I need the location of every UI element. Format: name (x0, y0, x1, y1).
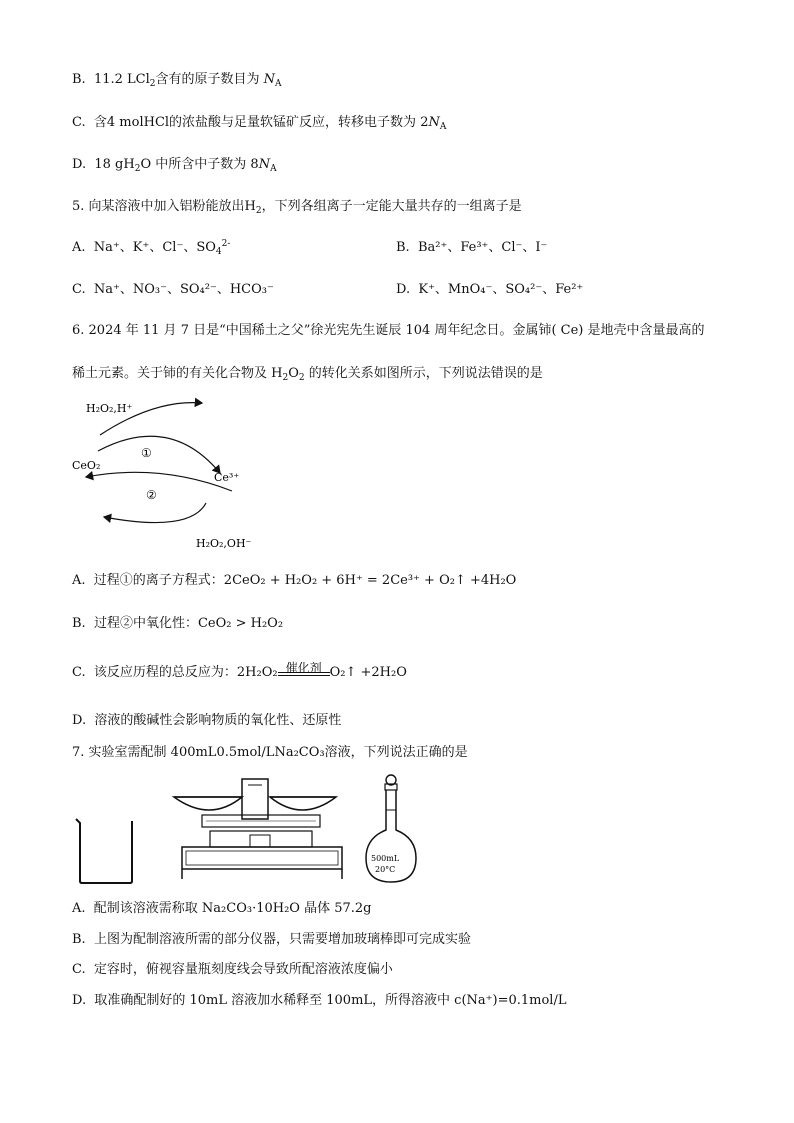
volumetric-flask-image (362, 772, 422, 887)
option-text: 含4 molHCl的浓盐酸与足量软锰矿反应，转移电子数为 (93, 115, 417, 130)
subscript: 2 (255, 206, 262, 216)
bottom-reagent-label: H₂O₂,OH⁻ (196, 537, 252, 550)
question-text: 5. 向某溶液中加入铝粉能放出H (72, 199, 256, 214)
q7-option-c (72, 960, 393, 980)
option-label: B. (72, 72, 86, 87)
q4-option-d (72, 155, 277, 175)
option-text: Ba²⁺、Fe³⁺、Cl⁻、I⁻ (417, 240, 548, 255)
option-label: B. (72, 932, 86, 947)
option-text: Na⁺、K⁺、Cl⁻、SO (93, 240, 216, 255)
option-text: 定容时，俯视容量瓶刻度线会导致所配溶液浓度偏小 (93, 962, 393, 977)
process-2-marker: ② (146, 488, 157, 502)
process-1-marker: ① (141, 446, 152, 460)
option-label: B. (72, 616, 86, 631)
subscript: 4 (215, 247, 222, 257)
option-text: Na⁺、NO₃⁻、SO₄²⁻、HCO₃⁻ (93, 282, 274, 297)
coefficient: 8 (250, 157, 259, 172)
process-2-arrow (86, 472, 232, 491)
option-text: O₂↑ +2H₂O (329, 665, 407, 680)
flask-temperature-label: 20°C (375, 865, 396, 874)
beaker-image (72, 815, 140, 887)
question-text: 的转化关系如图所示，下列说法错误的是 (304, 366, 543, 381)
avogadro-symbol: N (258, 157, 271, 172)
coefficient: 2 (420, 115, 429, 130)
option-label: D. (396, 282, 411, 297)
ceo2-label: CeO₂ (72, 459, 101, 472)
option-text: 过程①的离子方程式：2CeO₂ + H₂O₂ + 6H⁺ = 2Ce³⁺ + O₂↑ +4H₂O (93, 573, 517, 588)
option-text: 中所含中子数为 (155, 157, 247, 172)
option-label: C. (72, 962, 86, 977)
option-label: A. (72, 240, 86, 255)
q7-option-a (72, 899, 372, 919)
cerium-cycle-diagram (60, 393, 260, 558)
option-text: 过程②中氧化性：CeO₂ > H₂O₂ (93, 616, 284, 631)
reagent-in-arrow-2 (104, 503, 206, 523)
option-label: B. (396, 240, 410, 255)
option-text: 上图为配制溶液所需的部分仪器，只需要增加玻璃棒即可完成实验 (93, 932, 471, 947)
q6-option-d (72, 711, 341, 731)
balance-scale-image (170, 775, 350, 887)
q6-option-a (72, 571, 516, 591)
catalyst-label: 催化剂 (285, 661, 322, 675)
subscript: 2 (282, 373, 289, 383)
subscript: A (275, 79, 282, 89)
q7-option-d (72, 991, 566, 1011)
option-label: C. (72, 665, 86, 680)
q6-stem-line2 (72, 364, 543, 384)
option-text: 取准确配制好的 10mL 溶液加水稀释至 100mL，所得溶液中 c(Na⁺)=0.1mol/L (94, 993, 567, 1008)
q7-stem (72, 743, 468, 763)
q5-option-d (396, 280, 583, 300)
option-text: 溶液的酸碱性会影响物质的氧化性、还原性 (94, 713, 342, 728)
subscript: 2 (298, 373, 305, 383)
option-label: C. (72, 282, 86, 297)
q4-option-c (72, 113, 446, 133)
option-label: D. (72, 993, 87, 1008)
question-text: 6. 2024 年 11 月 7 日是“中国稀土之父”徐光宪先生诞辰 104 周年纪念日。金属铈( Ce) 是地壳中含量最高的 (72, 323, 705, 338)
q7-option-b (72, 930, 471, 950)
option-label: A. (72, 573, 86, 588)
subscript: A (270, 164, 277, 174)
formula-text: 18 gH (94, 157, 135, 172)
option-text: 含有的原子数目为 (155, 72, 260, 87)
q5-option-a (72, 238, 230, 258)
option-text: K⁺、MnO₄⁻、SO₄²⁻、Fe²⁺ (418, 282, 584, 297)
subscript: 2 (134, 164, 141, 174)
top-reagent-label: H₂O₂,H⁺ (86, 402, 133, 415)
subscript: 2 (149, 79, 156, 89)
question-text: ，下列各组离子一定能大量共存的一组离子是 (261, 199, 522, 214)
formula-text: 11.2 LCl (93, 72, 150, 87)
subscript: A (439, 122, 447, 132)
avogadro-symbol: N (263, 72, 276, 87)
process-1-arrow (98, 436, 220, 473)
q5-option-b (396, 238, 547, 258)
option-label: A. (72, 901, 86, 916)
option-text: 该反应历程的总反应为：2H₂O₂ (93, 665, 278, 680)
question-text: 稀土元素。关于铈的有关化合物及 H (72, 366, 283, 381)
ce3-label: Ce³⁺ (214, 471, 240, 484)
q6-option-b (72, 614, 283, 634)
q5-stem (72, 197, 522, 217)
question-text: 7. 实验室需配制 400mL0.5mol/LNa₂CO₃溶液，下列说法正确的是 (72, 745, 468, 760)
flask-volume-label: 500mL (371, 854, 400, 863)
catalyst-arrow (278, 661, 330, 683)
q6-option-c (72, 663, 407, 683)
q6-stem-line1 (72, 321, 705, 341)
option-label: C. (72, 115, 86, 130)
superscript: 2- (221, 239, 231, 249)
q4-option-b (72, 70, 282, 90)
formula-text: O (140, 157, 152, 172)
question-text: O (288, 366, 299, 381)
avogadro-symbol: N (428, 115, 440, 130)
option-label: D. (72, 713, 87, 728)
option-text: 配制该溶液需称取 Na₂CO₃·10H₂O 晶体 57.2g (93, 901, 372, 916)
option-label: D. (72, 157, 87, 172)
q5-option-c (72, 280, 274, 300)
